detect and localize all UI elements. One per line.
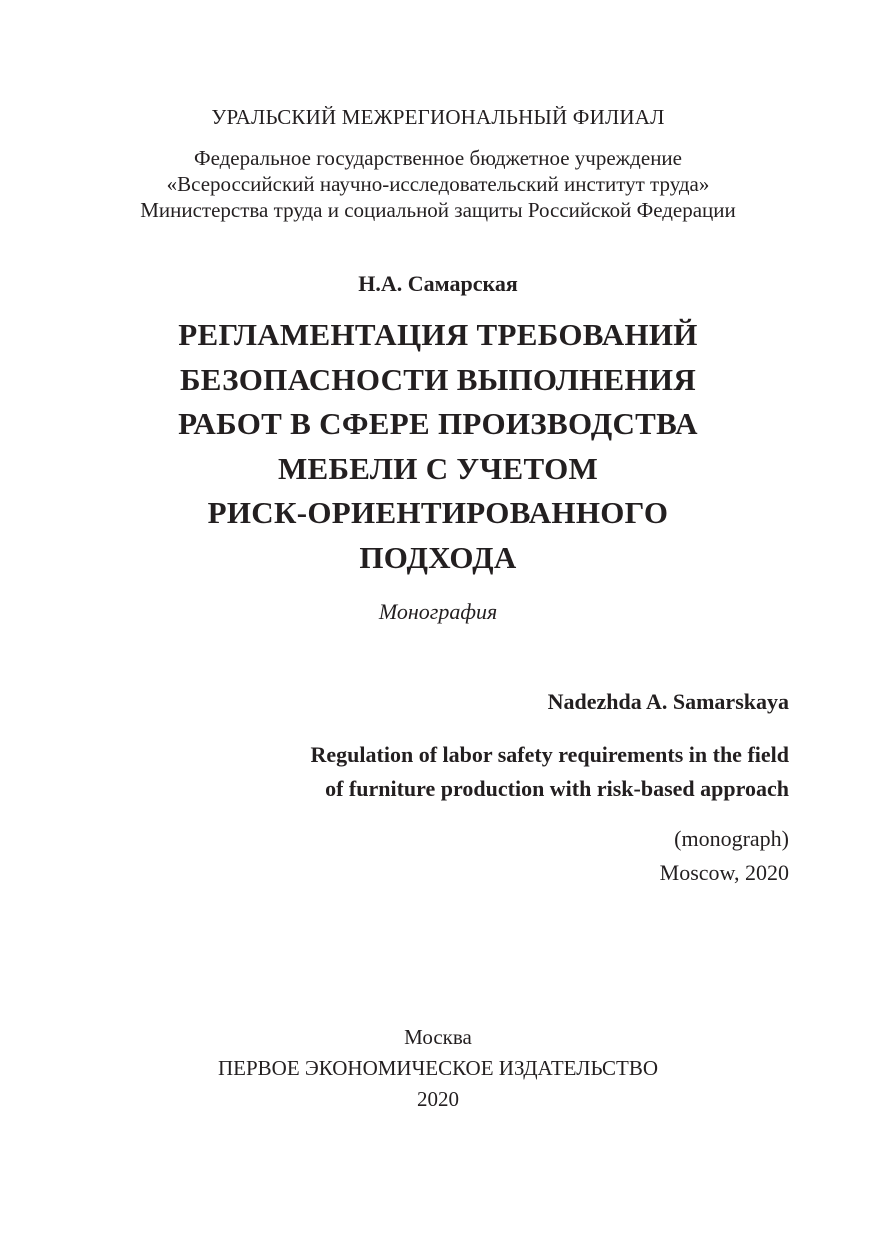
title-ru-line-5: РИСК-ОРИЕНТИРОВАННОГО — [207, 495, 669, 530]
author-en-text: Nadezhda A. Samarskaya — [547, 689, 789, 714]
type-en: (monograph) — [674, 826, 789, 851]
institution-line-1: Федеральное государственное бюджетное учреждение — [193, 146, 682, 170]
imprint-year: 2020 — [417, 1087, 459, 1111]
institution-line-3: Министерства труда и социальной защиты Российской Федерации — [140, 198, 736, 222]
title-ru-line-4: МЕБЕЛИ С УЧЕТОМ — [277, 450, 599, 486]
author-ru — [0, 270, 876, 298]
title-en-line-2: of furniture production with risk-based approach — [325, 776, 789, 801]
title-ru-line-3: РАБОТ В СФЕРЕ ПРОИЗВОДСТВА — [178, 406, 698, 441]
title-ru — [0, 313, 876, 580]
title-en-line-1: Regulation of labor safety requirements in the field — [310, 742, 789, 767]
subtitle-ru — [0, 598, 876, 626]
title-en — [0, 738, 789, 806]
institution-line-2: «Всероссийский научно-исследовательский институт труда» — [166, 172, 710, 196]
author-en — [0, 688, 789, 716]
subtitle-ru-text: Монография — [378, 599, 498, 624]
imprint-city: Москва — [404, 1025, 472, 1049]
place-year-en: Moscow, 2020 — [659, 860, 789, 885]
imprint — [0, 1022, 876, 1115]
title-ru-line-1: РЕГЛАМЕНТАЦИЯ ТРЕБОВАНИЙ — [178, 317, 698, 352]
author-ru-text: Н.А. Самарская — [358, 271, 518, 296]
institution-block — [0, 145, 876, 223]
title-ru-line-2: БЕЗОПАСНОСТИ ВЫПОЛНЕНИЯ — [179, 361, 697, 397]
branch-name-text: УРАЛЬСКИЙ МЕЖРЕГИОНАЛЬНЫЙ ФИЛИАЛ — [211, 105, 665, 129]
imprint-publisher: ПЕРВОЕ ЭКОНОМИЧЕСКОЕ ИЗДАТЕЛЬСТВО — [217, 1056, 659, 1080]
publication-meta-en — [0, 822, 789, 890]
title-ru-line-6: ПОДХОДА — [359, 539, 517, 575]
branch-name — [0, 104, 876, 130]
